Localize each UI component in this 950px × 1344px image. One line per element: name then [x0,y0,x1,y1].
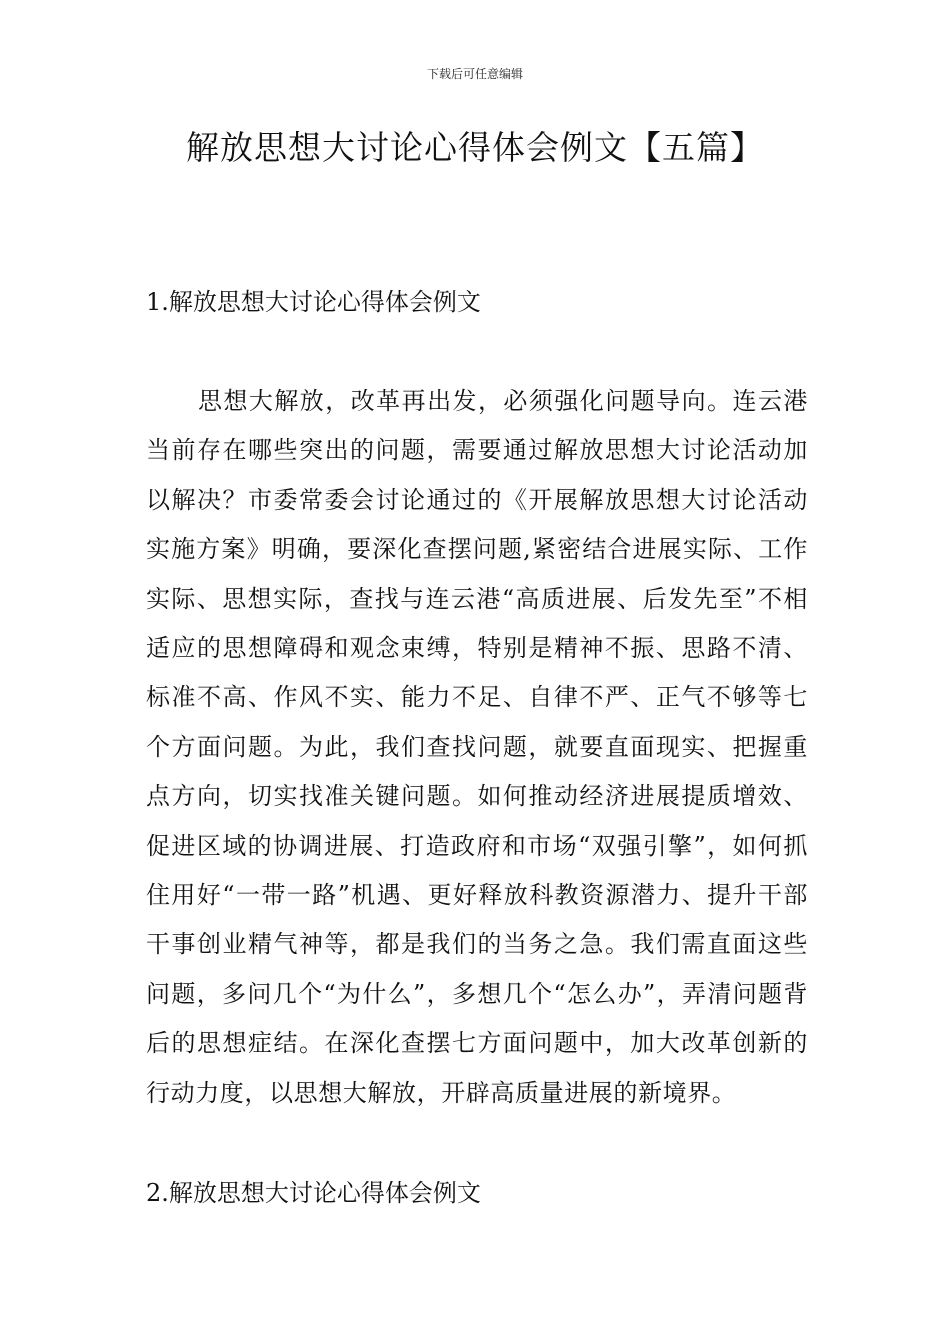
document-title: 解放思想大讨论心得体会例文【五篇】 [186,128,764,167]
header-note: 下载后可任意编辑 [426,67,523,81]
section-heading-2: 2.解放思想大讨论心得体会例文 [146,1179,481,1207]
section-body-1: 思想大解放，改革再出发，必须强化问题导向。连云港当前存在哪些突出的问题，需要通过解放思想大讨论活动加以解决？市委常委会讨论通过的《开展解放思想大讨论活动实施方案》明确，要深化查摆问题,紧密结合进展实际、工作实际、思想实际，查找与连云港“高质进展、后发先至”不相适应的思想障碍和观念束缚，特别是精神不振、思路不清、标准不高、作风不实、能力不足、自律不严、正气不够等七个方面问题。为此，我们查找问题，就要直面现实、把握重点方向，切实找准关键问题。如何推动经济进展提质增效、促进区域的协调进展、打造政府和市场“双强引擎”，如何抓住用好“一带一路”机遇、更好释放科教资源潜力、提升干部干事创业精气神等，都是我们的当务之急。我们需直面这些问题，多问几个“为什么”，多想几个“怎么办”，弄清问题背后的思想症结。在深化查摆七方面问题中，加大改革创新的行动力度，以思想大解放，开辟高质量进展的新境界。 [146,387,808,1107]
section-heading-1: 1.解放思想大讨论心得体会例文 [146,288,481,316]
